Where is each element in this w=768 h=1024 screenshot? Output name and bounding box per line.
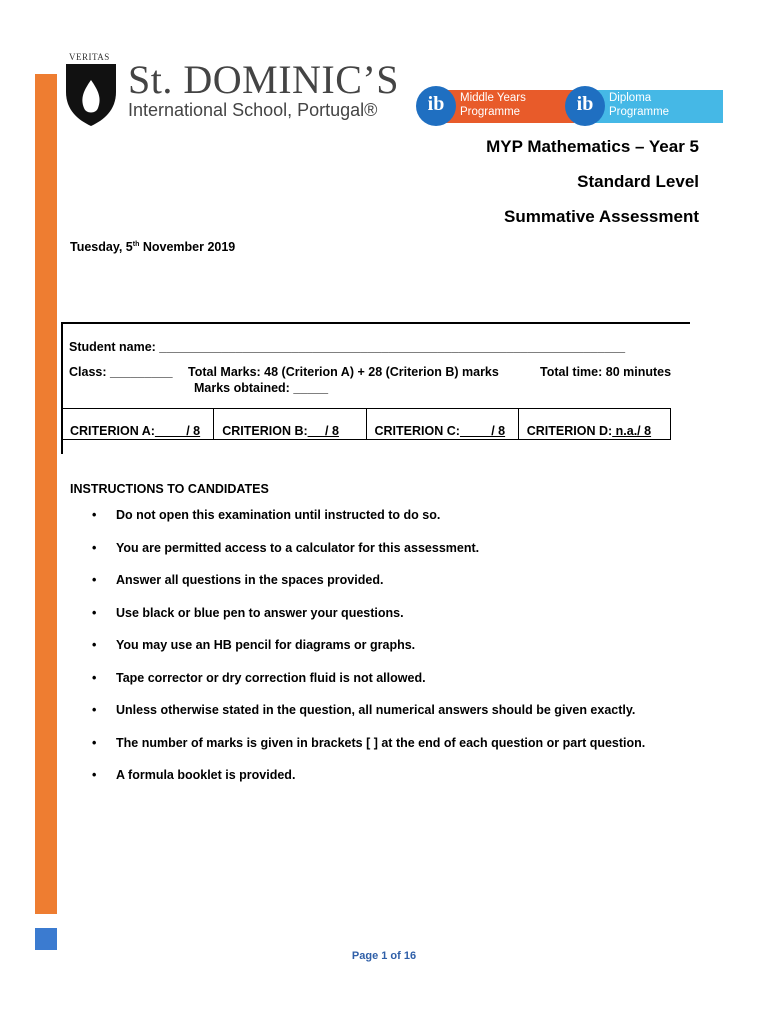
list-item [70,768,645,801]
marks-obtained-field[interactable]: Marks obtained: _____ [194,381,329,395]
ib-myp-logo [416,86,552,128]
criterion-b-cell[interactable] [214,409,366,439]
criterion-value: ____/ 8 [459,424,506,438]
dp-ribbon [593,90,723,123]
list-item [70,508,645,541]
criterion-label: CRITERION B: [222,424,308,438]
bullet-icon: • [92,768,97,782]
criterion-value: n.a./ 8 [612,424,652,438]
instruction-text: The number of marks is given in brackets [ ] at the end of each question or part question. [116,735,646,750]
instruction-text: Do not open this examination until instructed to do so. [116,508,441,522]
bullet-icon: • [92,605,97,620]
criterion-a-cell[interactable] [62,409,214,439]
list-item [70,606,645,639]
criterion-label: CRITERION C: [374,424,460,438]
dp-line1: Diploma [609,92,652,104]
logo-motto: VERITAS [69,52,110,62]
instructions-list [70,508,645,801]
bullet-icon: • [92,573,97,587]
ib-disc-icon: ib [416,86,456,126]
instruction-text: Answer all questions in the spaces provided. [116,573,384,587]
footer-accent-square [35,928,57,950]
level-title: Standard Level [577,172,699,191]
instruction-text: You are permitted access to a calculator for this assessment. [116,540,480,555]
criterion-value: __ __/ 8 [154,424,201,438]
school-subtitle: International School, Portugal® [128,100,378,120]
bullet-icon: • [92,735,97,750]
dp-line2: Programme [609,106,670,118]
total-marks-text: Total Marks: 48 (Criterion A) + 28 (Criterion B) marks [188,365,499,379]
page-number: Page 1 of 16 [351,950,417,962]
bullet-icon: • [92,540,97,555]
student-name-field[interactable]: Student name: ___________________________________________________________________ [69,340,626,354]
instruction-text: Tape corrector or dry correction fluid is not allowed. [116,670,426,685]
criterion-c-cell[interactable] [367,409,519,439]
criterion-d-cell[interactable] [519,409,670,439]
date-suffix-sup: th [132,240,140,248]
date-rest: November 2019 [139,240,236,254]
bullet-icon: • [92,670,97,685]
instruction-text: You may use an HB pencil for diagrams or graphs. [116,638,416,652]
exam-date [70,240,235,254]
myp-ribbon [444,90,574,123]
list-item [70,703,645,736]
bullet-icon: • [92,703,97,717]
info-top-rule [61,322,690,324]
date-prefix: Tuesday, 5 [70,240,133,254]
ib-disc-icon: ib [565,86,605,126]
school-logo [64,50,399,130]
list-item [70,541,645,574]
list-item [70,573,645,606]
instruction-text: Use black or blue pen to answer your questions. [116,605,404,620]
instruction-text: Unless otherwise stated in the question, all numerical answers should be given exactly. [116,703,636,717]
side-accent-bar [35,74,57,914]
instructions-heading: INSTRUCTIONS TO CANDIDATES [70,482,269,496]
criterion-label: CRITERION A: [70,424,155,438]
assessment-title: Summative Assessment [504,207,699,226]
instruction-text: A formula booklet is provided. [116,768,296,782]
course-title: MYP Mathematics – Year 5 [486,137,699,156]
list-item [70,736,645,769]
criteria-table [61,408,671,440]
bullet-icon: • [92,638,97,652]
bullet-icon: • [92,508,97,522]
school-name: St. DOMINIC’S [128,57,399,102]
list-item [70,671,645,704]
list-item [70,638,645,671]
total-time-text: Total time: 80 minutes [540,365,672,379]
school-shield-icon [64,62,118,128]
class-field[interactable]: Class: _________ [69,365,173,379]
myp-line1: Middle Years [460,92,526,104]
myp-line2: Programme [460,106,521,118]
criterion-value: __ / 8 [307,424,339,438]
ib-dp-logo [565,86,701,128]
criterion-label: CRITERION D: [526,424,613,438]
